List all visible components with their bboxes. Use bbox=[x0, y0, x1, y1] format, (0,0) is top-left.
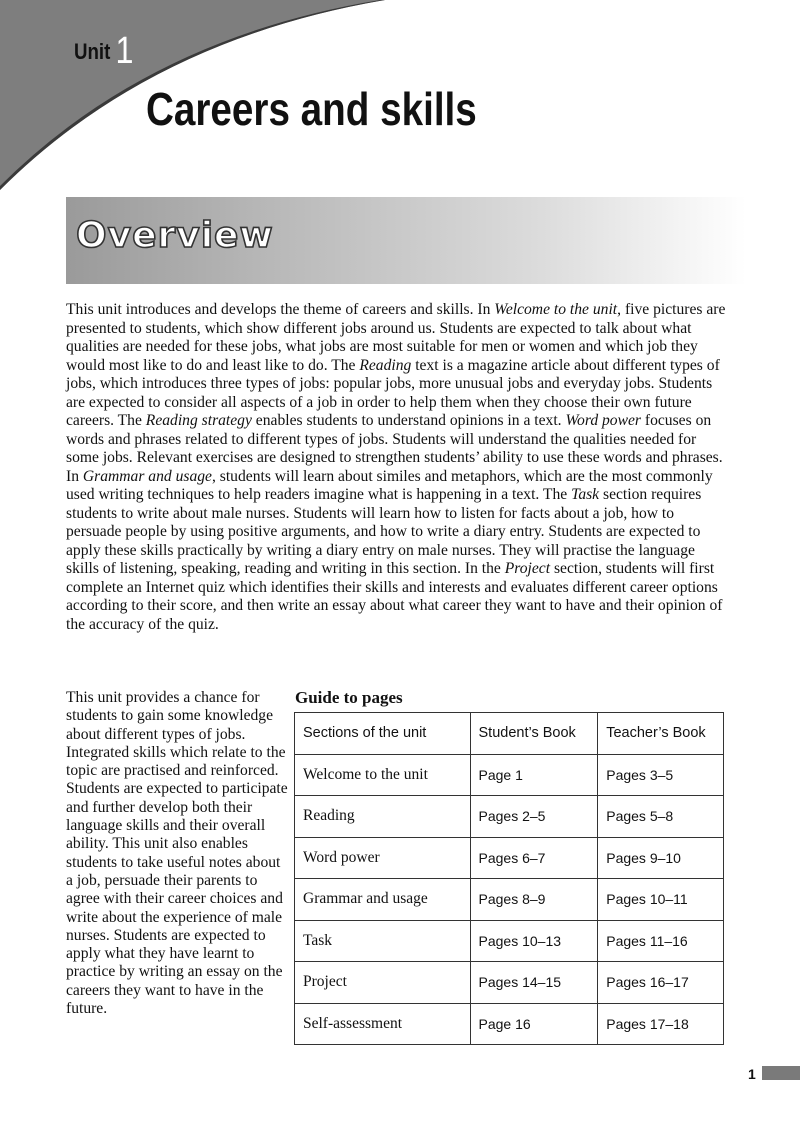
teachers-book-cell: Pages 10–11 bbox=[598, 879, 724, 921]
page-number-bar bbox=[762, 1066, 800, 1080]
section-cell: Task bbox=[295, 920, 471, 962]
section-cell: Project bbox=[295, 962, 471, 1004]
students-book-cell: Pages 6–7 bbox=[470, 837, 598, 879]
table-row bbox=[295, 962, 724, 1004]
table-row bbox=[295, 1003, 724, 1045]
students-book-cell: Pages 2–5 bbox=[470, 796, 598, 838]
teachers-book-cell: Pages 3–5 bbox=[598, 754, 724, 796]
unit-word: Unit bbox=[74, 39, 111, 64]
section-cell: Reading bbox=[295, 796, 471, 838]
teachers-book-cell: Pages 16–17 bbox=[598, 962, 724, 1004]
teachers-book-cell: Pages 9–10 bbox=[598, 837, 724, 879]
students-book-cell: Page 1 bbox=[470, 754, 598, 796]
students-book-cell: Pages 14–15 bbox=[470, 962, 598, 1004]
guide-title: Guide to pages bbox=[295, 688, 403, 707]
table-row bbox=[295, 879, 724, 921]
students-book-cell: Pages 10–13 bbox=[470, 920, 598, 962]
section-cell: Grammar and usage bbox=[295, 879, 471, 921]
teachers-book-cell: Pages 11–16 bbox=[598, 920, 724, 962]
table-row bbox=[295, 754, 724, 796]
table-row bbox=[295, 796, 724, 838]
column-header-teachers-book: Teacher’s Book bbox=[598, 713, 724, 755]
overview-heading: Overview bbox=[76, 215, 274, 256]
table-row bbox=[295, 837, 724, 879]
section-cell: Self-assessment bbox=[295, 1003, 471, 1045]
overview-banner bbox=[66, 197, 746, 284]
teachers-book-cell: Pages 5–8 bbox=[598, 796, 724, 838]
guide-table bbox=[294, 712, 724, 1045]
unit-label bbox=[74, 30, 133, 73]
table-header-row bbox=[295, 713, 724, 755]
unit-number: 1 bbox=[115, 30, 134, 72]
column-header-students-book: Student’s Book bbox=[470, 713, 598, 755]
intro-paragraph: This unit introduces and develops the theme of careers and skills. In Welcome to the unit, five pictures are presented to students, which show different jobs around us. Students are expected to talk about what qualities are needed for these jobs, what jobs are most suitable for men or women and which job they would most like to do and least like to do. The Reading text is a magazine article about different types of jobs, which introduces three types of jobs: popular jobs, more unusual jobs and everyday jobs. Students are expected to consider all aspects of a job in order to help them when they choose their own future careers. The Reading strategy enables students to understand opinions in a text. Word power focuses on words and phrases related to different types of jobs. Students will understand the qualities needed for some jobs. Relevant exercises are designed to strengthen students’ ability to use these words and phrases. In Grammar and usage, students will learn about similes and metaphors, which are the most commonly used writing techniques to help readers imagine what is happening in a text. The Task section requires students to write about male nurses. Students will learn how to listen for facts about a job, how to persuade people by using positive arguments, and how to write a diary entry. Students are expected to apply these skills practically by writing a diary entry on male nurses. They will practise the language skills of listening, speaking, reading and writing in this section. In the Project section, students will first complete an Internet quiz which identifies their skills and interests and evaluates different career options according to their score, and then write an essay about what career they want to have and their opinion of the accuracy of the quiz. bbox=[66, 301, 726, 633]
column-header-sections: Sections of the unit bbox=[295, 713, 471, 755]
students-book-cell: Page 16 bbox=[470, 1003, 598, 1045]
page-number: 1 bbox=[748, 1066, 756, 1082]
students-book-cell: Pages 8–9 bbox=[470, 879, 598, 921]
section-cell: Word power bbox=[295, 837, 471, 879]
side-paragraph: This unit provides a chance for students to gain some knowledge about different types of jobs. Integrated skills which relate to the topic are practised and reinforced. Students are expected to participate and further develop both their language skills and their overall ability. This unit also enables students to take useful notes about a job, persuade their parents to agree with their career choices and write about the experience of male nurses. Students are expected to apply what they have learnt to practice by writing an essay on the careers they want to have in the future. bbox=[66, 689, 288, 1018]
page-title: Careers and skills bbox=[146, 83, 477, 135]
teachers-book-cell: Pages 17–18 bbox=[598, 1003, 724, 1045]
table-row bbox=[295, 920, 724, 962]
section-cell: Welcome to the unit bbox=[295, 754, 471, 796]
